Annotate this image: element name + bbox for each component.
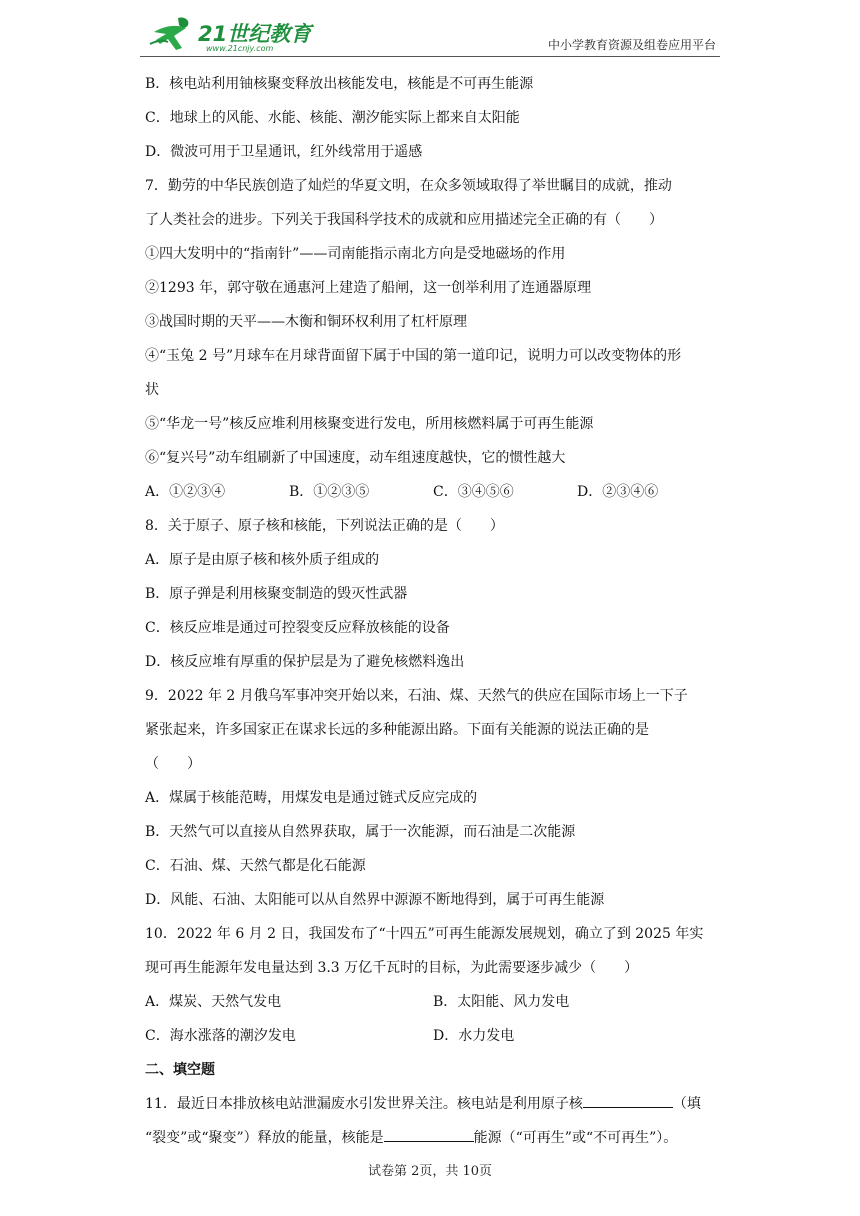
question-9-line2: 紧张起来，许多国家正在谋求长远的多种能源出路。下面有关能源的说法正确的是 (145, 722, 649, 738)
option-10b: B．太阳能、风力发电 (433, 994, 570, 1010)
statement-4-line1: ④“玉兔 2 号”月球车在月球背面留下属于中国的第一道印记，说明力可以改变物体的形 (145, 348, 682, 364)
option-9b: B．天然气可以直接从自然界获取，属于一次能源，而石油是二次能源 (145, 824, 576, 840)
question-10-line2: 现可再生能源年发电量达到 3.3 万亿千瓦时的目标，为此需要逐步减少（ ） (145, 960, 639, 976)
option-8b: B．原子弹是利用核聚变制造的毁灭性武器 (145, 586, 408, 602)
exam-content (145, 70, 721, 1158)
statement-5: ⑤“华龙一号”核反应堆利用核聚变进行发电，所用核燃料属于可再生能源 (145, 416, 594, 432)
option-6c: C．地球上的风能、水能、核能、潮汐能实际上都来自太阳能 (145, 110, 520, 126)
option-8a: A．原子是由原子核和核外质子组成的 (145, 552, 380, 568)
option-7b: B．①②③⑤ (289, 484, 370, 500)
option-9c: C．石油、煤、天然气都是化石能源 (145, 858, 366, 874)
question-11-text-b: （填 (672, 1096, 701, 1112)
statement-2: ②1293 年，郭守敬在通惠河上建造了船闸，这一创举利用了连通器原理 (145, 280, 592, 296)
question-11-line1 (145, 1090, 721, 1124)
option-10d: D．水力发电 (433, 1028, 515, 1044)
statement-4-line2: 状 (145, 382, 159, 398)
option-9d: D．风能、石油、太阳能可以从自然界中源源不断地得到，属于可再生能源 (145, 892, 605, 908)
question-10-options-row1 (145, 988, 721, 1022)
page-footer: 试卷第 2页，共 10页 (367, 1164, 493, 1179)
question-7-options (145, 478, 721, 512)
option-10a: A．煤炭、天然气发电 (145, 994, 282, 1010)
page-header (140, 12, 720, 58)
question-11-line2 (145, 1124, 721, 1158)
header-divider (140, 56, 720, 57)
section-heading: 二、填空题 (145, 1062, 215, 1078)
option-10c: C．海水涨落的潮汐发电 (145, 1028, 296, 1044)
question-10-line1: 10．2022 年 6 月 2 日，我国发布了“十四五”可再生能源发展规划，确立了到 2025 年实 (145, 926, 704, 942)
answer-blank-1[interactable] (583, 1091, 673, 1108)
question-9-line3: （ ） (145, 756, 201, 772)
runner-icon (148, 14, 200, 54)
option-6b: B．核电站利用铀核聚变释放出核能发电，核能是不可再生能源 (145, 76, 534, 92)
answer-blank-2[interactable] (384, 1125, 474, 1142)
question-11-text-c: “裂变”或“聚变”）释放的能量，核能是 (145, 1130, 384, 1146)
question-7-line1: 7．勤劳的中华民族创造了灿烂的华夏文明，在众多领域取得了举世瞩目的成就，推动 (145, 178, 672, 194)
question-11-text-d: 能源（“可再生”或“不可再生”）。 (473, 1130, 678, 1146)
question-7-line2: 了人类社会的进步。下列关于我国科学技术的成就和应用描述完全正确的有（ ） (145, 212, 663, 228)
option-7d: D．②③④⑥ (577, 484, 659, 500)
option-8d: D．核反应堆有厚重的保护层是为了避免核燃料逸出 (145, 654, 465, 670)
statement-3: ③战国时期的天平——木衡和铜环权利用了杠杆原理 (145, 314, 467, 330)
platform-name: 中小学教育资源及组卷应用平台 (547, 38, 716, 52)
option-7c: C．③④⑤⑥ (433, 484, 514, 500)
question-9-line1: 9．2022 年 2 月俄乌军事冲突开始以来，石油、煤、天然气的供应在国际市场上一下子 (145, 688, 688, 704)
option-7a: A．①②③④ (145, 484, 226, 500)
question-10-options-row2 (145, 1022, 721, 1056)
statement-1: ①四大发明中的“指南针”——司南能指示南北方向是受地磁场的作用 (145, 246, 566, 262)
question-8: 8．关于原子、原子核和核能，下列说法正确的是（ ） (145, 518, 504, 534)
statement-6: ⑥“复兴号”动车组刷新了中国速度，动车组速度越快，它的惯性越大 (145, 450, 566, 466)
option-8c: C．核反应堆是通过可控裂变反应释放核能的设备 (145, 620, 450, 636)
logo-url: www.21cnjy.com (206, 44, 274, 53)
logo-name: 21世纪教育 (198, 22, 312, 46)
option-9a: A．煤属于核能范畴，用煤发电是通过链式反应完成的 (145, 790, 478, 806)
logo (148, 14, 348, 56)
option-6d: D．微波可用于卫星通讯，红外线常用于遥感 (145, 144, 423, 160)
question-11-text-a: 11．最近日本排放核电站泄漏废水引发世界关注。核电站是利用原子核 (145, 1096, 583, 1112)
